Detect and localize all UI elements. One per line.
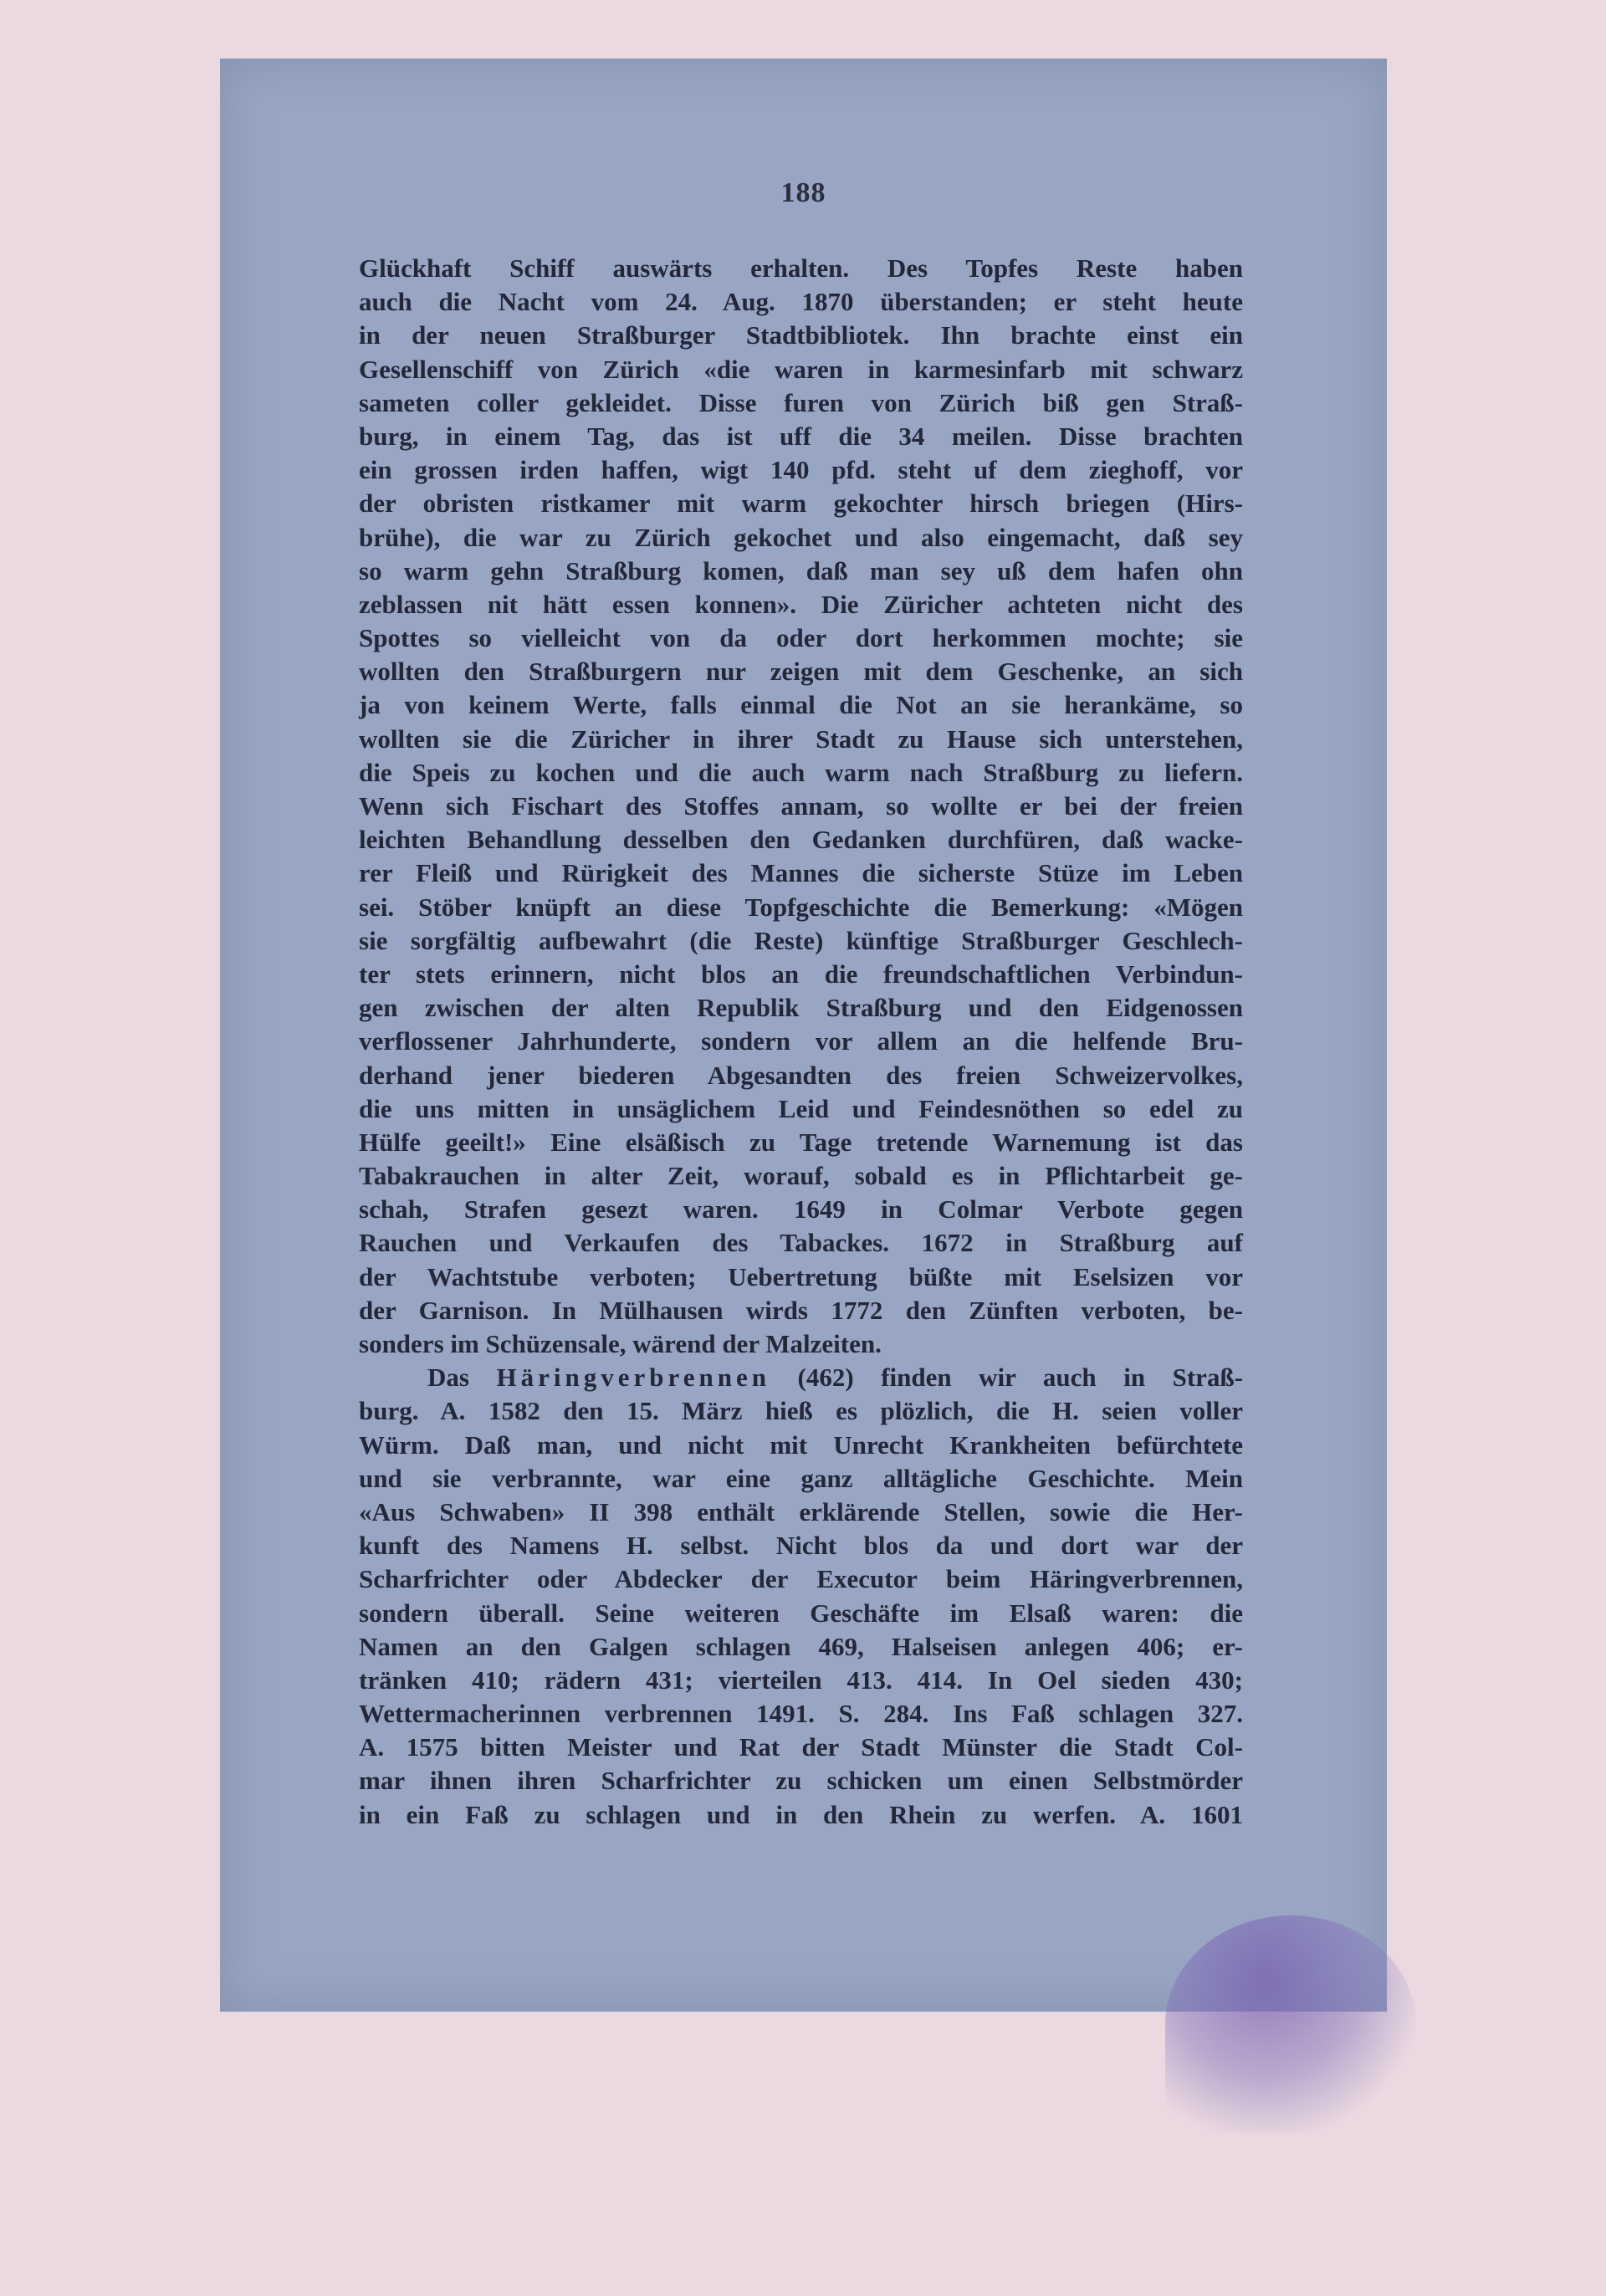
text-line: Namen an den Galgen schlagen 469, Halseisen anlegen 406; er- — [359, 1631, 1243, 1661]
page-number: 188 — [780, 177, 826, 208]
text-line: «Aus Schwaben» II 398 enthält erklärende Stellen, sowie die Her- — [359, 1496, 1243, 1526]
text-line: in der neuen Straßburger Stadtbibliotek. Ihn brachte einst ein — [359, 320, 1243, 350]
text-line: auch die Nacht vom 24. Aug. 1870 überstanden; er steht heute — [359, 287, 1243, 317]
text-line: der Garnison. In Mülhausen wirds 1772 den Zünften verboten, be- — [359, 1295, 1243, 1325]
text-line: burg. A. 1582 den 15. März hieß es plözlich, die H. seien voller — [359, 1396, 1243, 1426]
text-line: burg, in einem Tag, das ist uff die 34 meilen. Disse brachten — [359, 421, 1243, 451]
text-line: Spottes so vielleicht von da oder dort herkommen mochte; sie — [359, 623, 1243, 653]
text-line: wollten sie die Züricher in ihrer Stadt zu Hause sich unterstehen, — [359, 724, 1243, 754]
text-line: Glückhaft Schiff auswärts erhalten. Des Topfes Reste haben — [359, 253, 1243, 283]
text-line: Wettermacherinnen verbrennen 1491. S. 284. Ins Faß schlagen 327. — [359, 1699, 1243, 1729]
text-line: A. 1575 bitten Meister und Rat der Stadt Münster die Stadt Col- — [359, 1732, 1243, 1762]
text-line: in ein Faß zu schlagen und in den Rhein zu werfen. A. 1601 — [359, 1799, 1243, 1829]
text-line: der Wachtstube verboten; Uebertretung büßte mit Eselsizen vor — [359, 1261, 1243, 1291]
text-line: gen zwischen der alten Republik Straßburg und den Eidgenossen — [359, 993, 1243, 1023]
text-line: sie sorgfältig aufbewahrt (die Reste) künftige Straßburger Geschlech- — [359, 925, 1243, 955]
text-line: und sie verbrannte, war eine ganz alltägliche Geschichte. Mein — [359, 1463, 1243, 1493]
text-line: Wenn sich Fischart des Stoffes annam, so wollte er bei der freien — [359, 791, 1243, 821]
text-line: leichten Behandlung desselben den Gedanken durchfüren, daß wacke- — [359, 825, 1243, 855]
text-line: sondern überall. Seine weiteren Geschäfte im Elsaß waren: die — [359, 1598, 1243, 1628]
text-line: tränken 410; rädern 431; vierteilen 413. 414. In Oel sieden 430; — [359, 1664, 1243, 1695]
text-line: sameten coller gekleidet. Disse furen von Zürich biß gen Straß- — [359, 387, 1243, 417]
text-line: kunft des Namens H. selbst. Nicht blos da und dort war der — [359, 1531, 1243, 1561]
text-line: sei. Stöber knüpft an diese Topfgeschichte die Bemerkung: «Mögen — [359, 892, 1243, 922]
text-line: Hülfe geeilt!» Eine elsäßisch zu Tage tretende Warnemung ist das — [359, 1127, 1243, 1157]
text-line: derhand jener biederen Abgesandten des freien Schweizervolkes, — [359, 1060, 1243, 1090]
text-line: der obristen ristkamer mit warm gekochter hirsch briegen (Hirs- — [359, 488, 1243, 519]
thumb-shadow — [1165, 1915, 1416, 2133]
text-line: ein grossen irden haffen, wigt 140 pfd. steht uf dem zieghoff, vor — [359, 455, 1243, 485]
paragraph-end-line: sonders im Schüzensale, wärend der Malzeiten. — [359, 1329, 882, 1358]
text-line: schah, Strafen gesezt waren. 1649 in Colmar Verbote gegen — [359, 1194, 1243, 1225]
text-line: Tabakrauchen in alter Zeit, worauf, sobald es in Pflichtarbeit ge- — [359, 1161, 1243, 1191]
text-line: Rauchen und Verkaufen des Tabackes. 1672 in Straßburg auf — [359, 1228, 1243, 1258]
text-line: Gesellenschiff von Zürich «die waren in karmesinfarb mit schwarz — [359, 354, 1243, 384]
paragraph-prefix: Das — [427, 1363, 497, 1393]
text-line: wollten den Straßburgern nur zeigen mit dem Geschenke, an sich — [359, 657, 1243, 687]
text-line: rer Fleiß und Rürigkeit des Mannes die sicherste Stüze im Leben — [359, 858, 1243, 888]
paragraph-start-line — [359, 1361, 1243, 1394]
spaced-term: Häringverbrennen — [496, 1363, 770, 1393]
text-line: brühe), die war zu Zürich gekochet und also eingemacht, daß sey — [359, 522, 1243, 552]
text-line: die uns mitten in unsäglichem Leid und Feindesnöthen so edel zu — [359, 1093, 1243, 1123]
text-line: Scharfrichter oder Abdecker der Executor beim Häringverbrennen, — [359, 1564, 1243, 1594]
text-line: ter stets erinnern, nicht blos an die freundschaftlichen Verbindun- — [359, 959, 1243, 989]
text-line: so warm gehn Straßburg komen, daß man sey uß dem hafen ohn — [359, 555, 1243, 586]
body-text — [359, 252, 1243, 1832]
text-line: ja von keinem Werte, falls einmal die Not an sie herankäme, so — [359, 690, 1243, 720]
text-line: mar ihnen ihren Scharfrichter zu schicken um einen Selbstmörder — [359, 1766, 1243, 1796]
text-line: Würm. Daß man, und nicht mit Unrecht Krankheiten befürchtete — [359, 1429, 1243, 1460]
text-line: zeblassen nit hätt essen konnen». Die Züricher achteten nicht des — [359, 589, 1243, 619]
text-line: die Speis zu kochen und die auch warm nach Straßburg zu liefern. — [359, 757, 1243, 787]
text-line: verflossener Jahrhunderte, sondern vor allem an die helfende Bru- — [359, 1026, 1243, 1056]
paragraph-first-rest: (462) finden wir auch in Straß- — [770, 1363, 1244, 1393]
scanned-page — [220, 59, 1387, 2012]
